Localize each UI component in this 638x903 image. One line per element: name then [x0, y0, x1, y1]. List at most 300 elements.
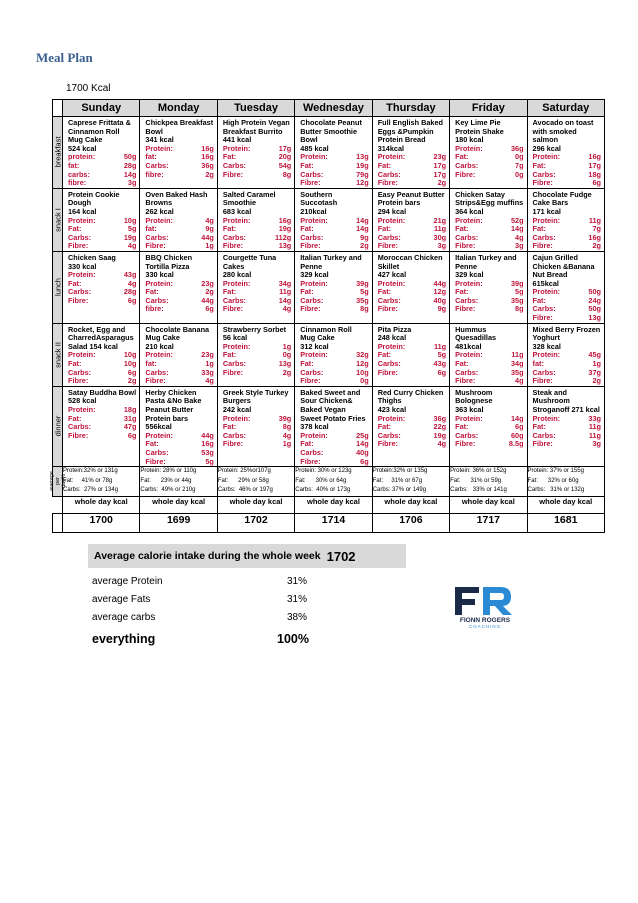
- average-calorie-box: [88, 544, 406, 568]
- macro-label: protein:: [68, 152, 96, 162]
- summary-carbs: [88, 608, 408, 626]
- macro-label: Protein:: [377, 152, 406, 162]
- macro-label: Fibre:: [68, 376, 89, 386]
- meal-cell: [140, 323, 217, 386]
- macro-label: Fat:: [377, 224, 392, 234]
- macro-label: Protein:: [300, 152, 328, 162]
- macro-value: 16g: [278, 215, 292, 225]
- macro-label: Carbs:: [455, 232, 479, 242]
- macro-value: 6g: [515, 422, 524, 432]
- average-row: [53, 467, 605, 497]
- macro-label: Fat:: [300, 439, 314, 449]
- macro-value: 2g: [592, 376, 601, 386]
- macro-line: [223, 171, 291, 180]
- meal-kcal: 180 kcal: [455, 135, 484, 145]
- macro-label: Protein:: [68, 270, 96, 280]
- meal-kcal: 683 kcal: [222, 206, 252, 216]
- macro-value: 24g: [588, 295, 601, 305]
- macro-label: Fibre:: [300, 178, 321, 188]
- macro-label: Fat:: [300, 224, 314, 234]
- meal-name: Strawberry Sorbet: [222, 324, 287, 334]
- macro-label: Fat:: [68, 359, 82, 369]
- macro-label: Fat:: [222, 224, 237, 234]
- macro-label: Fat:: [222, 422, 237, 432]
- macro-value: 23g: [433, 152, 447, 162]
- macro-value: 2g: [592, 241, 601, 251]
- meal-cell: [527, 251, 604, 323]
- macro-label: Fat:: [377, 160, 392, 170]
- average-cell: [372, 467, 449, 497]
- macro-value: 6g: [437, 367, 447, 377]
- macro-label: Fibre:: [222, 241, 244, 251]
- meal-kcal: 329 kcal: [300, 270, 329, 280]
- macro-value: 35g: [356, 295, 369, 305]
- meal-cell: [140, 386, 217, 466]
- meal-kcal: 364 kcal: [455, 206, 484, 216]
- macro-label: Fibre:: [222, 367, 244, 377]
- macro-value: 18g: [123, 405, 137, 414]
- macro-label: Carbs:: [145, 160, 169, 170]
- macro-label: Carbs:: [455, 160, 479, 170]
- meal-name: Rocket, Egg and CharredAsparagus Salad 154 kcal: [68, 324, 134, 351]
- meal-name: Salted Caramel Smoothie: [222, 189, 276, 208]
- summary-everything-label: everything: [92, 632, 156, 646]
- meal-cell: [527, 386, 604, 466]
- macro-value: 16g: [201, 439, 214, 449]
- macro-value: 23g: [201, 350, 214, 360]
- meal-name: Oven Baked Hash Browns: [145, 189, 208, 208]
- average-line: Protein: 30% or 123g: [295, 468, 352, 475]
- macro-value: 14g: [356, 224, 369, 234]
- meal-kcal: 294 kcal: [377, 206, 407, 216]
- macro-value: 10g: [123, 359, 137, 369]
- macro-label: Protein:: [68, 350, 96, 360]
- whole-day-label: whole day kcal: [527, 496, 604, 513]
- meal-name: Courgette Tuna Cakes: [222, 252, 277, 271]
- macro-value: 1g: [592, 359, 601, 369]
- meal-name: Baked Sweet and Sour Chicken& Baked Vegan Sweet Potato Fries 378 kcal: [300, 387, 366, 432]
- macro-label: Carbs:: [300, 295, 324, 305]
- meal-name: Chocolate Banana Mug Cake: [145, 324, 210, 343]
- macro-label: Fibre:: [145, 456, 166, 466]
- day-header-tuesday: Tuesday: [217, 100, 294, 117]
- macro-label: Fat:: [377, 287, 392, 297]
- macro-value: 36g: [433, 413, 447, 423]
- macro-label: fat:: [68, 160, 80, 170]
- macro-value: 32g: [356, 350, 369, 360]
- meal-name: Caprese Frittata & Cinnamon Roll Mug Cake: [68, 118, 131, 145]
- macro-label: Carbs:: [222, 160, 246, 170]
- macro-value: 5g: [437, 350, 447, 360]
- whole-day-row: [53, 496, 605, 513]
- average-cell: [295, 467, 372, 497]
- macro-value: 17g: [433, 169, 447, 179]
- macro-label: Carbs:: [455, 367, 479, 377]
- macro-value: 16g: [201, 143, 214, 153]
- meal-kcal: 556kcal: [145, 422, 172, 432]
- meal-name: Pita Pizza: [377, 324, 412, 334]
- macro-label: Fibre:: [68, 241, 89, 251]
- macro-value: 45g: [588, 350, 601, 360]
- macro-value: 8g: [515, 304, 524, 314]
- macro-value: 1g: [205, 359, 214, 369]
- macro-value: 22g: [433, 422, 447, 432]
- meal-cell: [527, 323, 604, 386]
- macro-value: 54g: [278, 160, 292, 170]
- macro-label: Fibre:: [532, 376, 553, 386]
- macro-value: 17g: [588, 160, 601, 170]
- macro-value: 6g: [127, 367, 137, 377]
- macro-label: Fibre:: [455, 376, 476, 386]
- day-header-row: [53, 100, 605, 117]
- macro-label: Carbs:: [532, 304, 556, 314]
- day-header-sunday: Sunday: [63, 100, 140, 117]
- macro-line: [300, 458, 368, 467]
- macro-label: Fibre:: [145, 376, 166, 386]
- macro-label: Fat:: [300, 287, 314, 297]
- macro-label: Fibre:: [68, 430, 89, 440]
- average-line: Protein: 28% or 110g: [140, 468, 197, 475]
- summary-fats-label: average Fats: [92, 593, 151, 605]
- macro-label: Fibre:: [300, 376, 321, 386]
- macro-value: 16g: [588, 152, 601, 162]
- average-line: Protein:32% or 135g: [372, 468, 428, 475]
- meal-cell: [295, 251, 372, 323]
- macro-value: 19g: [356, 160, 369, 170]
- macro-value: 3g: [515, 241, 524, 251]
- macro-value: 52g: [510, 215, 524, 225]
- macro-value: 16g: [201, 152, 214, 162]
- macro-value: 0g: [360, 376, 369, 386]
- whole-day-label: whole day kcal: [63, 496, 140, 513]
- macro-value: 6g: [592, 178, 601, 188]
- meal-cell: [295, 188, 372, 251]
- summary-everything-value: 100%: [277, 632, 309, 646]
- meal-row-snack-i: [53, 188, 605, 251]
- macro-value: 1g: [282, 341, 292, 351]
- macro-label: Fat:: [377, 422, 392, 432]
- average-line: Fat: 41% or 78g: [63, 477, 113, 484]
- macro-label: Protein:: [222, 215, 251, 225]
- macro-value: 17g: [278, 143, 292, 153]
- macro-label: Fibre:: [300, 304, 321, 314]
- macro-label: Protein:: [532, 215, 561, 225]
- summary-protein: [88, 572, 408, 590]
- macro-line: [68, 377, 136, 386]
- macro-label: Fat:: [532, 224, 546, 234]
- whole-day-label: whole day kcal: [217, 496, 294, 513]
- meal-name: BBQ Chicken Tortilla Pizza: [145, 252, 193, 271]
- macro-label: Protein:: [222, 341, 251, 351]
- meal-name: Southern Succotash: [300, 189, 338, 208]
- meal-cell: [372, 386, 449, 466]
- macro-label: Fibre:: [455, 439, 476, 449]
- meal-kcal: 296 kcal: [532, 143, 561, 153]
- macro-label: Fat:: [300, 359, 314, 369]
- macro-value: 8g: [282, 169, 292, 179]
- day-total-kcal: 1706: [372, 513, 449, 532]
- meal-plan-table: [48, 99, 605, 533]
- macro-value: 5g: [205, 456, 214, 466]
- macro-value: 18g: [588, 169, 601, 179]
- meal-name: Herby Chicken Pasta &No Bake Peanut Butter Protein bars: [145, 387, 202, 423]
- day-header-monday: Monday: [140, 100, 217, 117]
- meal-kcal: 615kcal: [532, 278, 559, 288]
- totals-row: [53, 513, 605, 532]
- meal-kcal: 485 kcal: [300, 143, 329, 153]
- macro-value: 14g: [123, 169, 137, 179]
- day-total-kcal: 1699: [140, 513, 217, 532]
- meal-name: Chocolate Peanut Butter Smoothie Bowl: [300, 118, 362, 145]
- meal-name: Cinnamon Roll Mug Cake: [300, 324, 352, 343]
- average-line: Fat: 23% or 44g: [140, 477, 192, 484]
- macro-label: Carbs:: [68, 232, 92, 242]
- meal-name: Chickpea Breakfast Bowl: [145, 118, 214, 136]
- macro-value: 4g: [205, 215, 214, 225]
- macro-line: [68, 179, 136, 188]
- summary-everything: [88, 626, 408, 652]
- macro-value: 10g: [356, 367, 369, 377]
- meal-cell: [140, 251, 217, 323]
- row-label-text: lunch: [53, 278, 62, 297]
- macro-value: 9g: [360, 232, 369, 242]
- whole-day-label: whole day kcal: [295, 496, 372, 513]
- macro-value: 4g: [437, 439, 447, 449]
- meal-name: Full English Baked Eggs &Pumpkin Protein Bread: [377, 118, 443, 145]
- average-line: Fat: 31% or 67g: [372, 477, 423, 484]
- macro-line: [533, 377, 601, 386]
- macro-line: [455, 305, 523, 314]
- meal-name: Steak and Mushroom Stroganoff 271 kcal: [532, 387, 600, 414]
- meal-kcal: 524 kcal: [68, 143, 97, 153]
- meal-cell: [295, 323, 372, 386]
- macro-label: Carbs:: [532, 169, 556, 179]
- macro-value: 10g: [123, 350, 137, 360]
- macro-value: 2g: [360, 241, 369, 251]
- macro-label: Carbs:: [145, 367, 169, 377]
- macro-value: 3g: [127, 178, 137, 188]
- macro-label: Carbs:: [222, 232, 246, 242]
- macro-value: 39g: [356, 278, 369, 288]
- macro-label: Carbs:: [68, 287, 92, 297]
- macro-label: Fibre:: [300, 456, 321, 466]
- meal-kcal: 528 kcal: [68, 396, 97, 406]
- macro-value: 11g: [279, 287, 292, 297]
- macro-value: 1g: [282, 439, 292, 449]
- macro-value: 17g: [433, 160, 447, 170]
- macro-line: [68, 297, 136, 306]
- row-label: [53, 188, 63, 251]
- macro-value: 35g: [510, 295, 524, 305]
- macro-value: 0g: [515, 152, 524, 162]
- macro-value: 37g: [588, 367, 601, 377]
- summary-protein-value: 31%: [287, 575, 308, 587]
- average-line: Carbs: 33% or 141g: [450, 487, 507, 494]
- macro-value: 33g: [201, 367, 214, 377]
- day-total-kcal: 1714: [295, 513, 372, 532]
- meal-cell: [450, 117, 527, 189]
- weekly-summary: [88, 544, 408, 652]
- meal-name: Cajun Grilled Chicken &Banana Nut Bread: [532, 252, 595, 280]
- macro-label: Fibre:: [455, 169, 476, 179]
- macro-value: 16g: [588, 232, 601, 242]
- macro-label: Fat:: [455, 224, 469, 234]
- macro-value: 7g: [592, 224, 601, 234]
- macro-value: 112g: [275, 232, 292, 242]
- meal-name: Key Lime Pie Protein Shake: [455, 118, 504, 136]
- macro-value: 0g: [515, 169, 524, 179]
- average-cell: [140, 467, 217, 497]
- meal-row-lunch: [53, 251, 605, 323]
- macro-line: [455, 440, 523, 449]
- meal-cell: [372, 323, 449, 386]
- macro-label: Fibre:: [532, 313, 553, 323]
- macro-label: fibre:: [68, 178, 87, 188]
- macro-value: 40g: [356, 447, 369, 457]
- average-calorie-value: 1702: [326, 548, 356, 564]
- macro-value: 6g: [127, 430, 137, 440]
- row-label-text: snack II: [53, 341, 62, 368]
- macro-value: 60g: [510, 430, 524, 440]
- meal-cell: [63, 323, 140, 386]
- macro-label: Carbs:: [222, 359, 246, 369]
- macro-label: Fat:: [532, 160, 546, 170]
- macro-value: 8.5g: [508, 439, 524, 449]
- whole-day-label: whole day kcal: [372, 496, 449, 513]
- macro-label: Protein:: [222, 278, 251, 288]
- macro-label: Carbs:: [145, 232, 169, 242]
- meal-cell: [217, 386, 294, 466]
- average-line: Carbs: 49% or 210g: [140, 487, 196, 494]
- macro-value: 5g: [515, 287, 524, 297]
- meal-cell: [63, 386, 140, 466]
- macro-label: Protein:: [377, 341, 406, 351]
- macro-value: 43g: [123, 270, 137, 280]
- macro-value: 0g: [282, 350, 292, 360]
- average-cell: [63, 467, 140, 497]
- macro-value: 12g: [356, 359, 369, 369]
- macro-label: Fat:: [222, 287, 237, 297]
- meal-cell: [527, 188, 604, 251]
- macro-value: 1g: [205, 241, 214, 251]
- macro-label: Protein:: [222, 143, 251, 153]
- meal-kcal: 280 kcal: [222, 270, 252, 280]
- whole-day-spacer: [53, 496, 63, 513]
- macro-label: Protein:: [145, 350, 173, 360]
- macro-line: [378, 305, 446, 314]
- macro-line: [223, 305, 291, 314]
- meal-name: Satay Buddha Bowl: [68, 387, 137, 397]
- macro-value: 6g: [360, 456, 369, 466]
- meal-cell: [295, 117, 372, 189]
- meal-kcal: 481kcal: [455, 341, 482, 351]
- macro-value: 40g: [433, 295, 447, 305]
- macro-value: 30g: [433, 232, 447, 242]
- average-line: Carbs: 31% or 132g: [527, 487, 585, 494]
- macro-label: Fat:: [532, 295, 546, 305]
- macro-value: 35g: [510, 367, 524, 377]
- macro-value: 44g: [201, 430, 214, 440]
- macro-label: Fat:: [455, 152, 469, 162]
- macro-value: 10g: [123, 215, 137, 225]
- meal-kcal: 423 kcal: [377, 405, 407, 414]
- macro-value: 11g: [588, 422, 601, 432]
- average-line: Protein: 36% or 152g: [450, 468, 507, 475]
- macro-value: 12g: [356, 178, 369, 188]
- meal-row-snack-ii: [53, 323, 605, 386]
- macro-value: 6g: [127, 295, 137, 305]
- macro-value: 33g: [588, 413, 601, 423]
- macro-label: Fat:: [377, 350, 392, 360]
- meal-name: High Protein Vegan Breakfast Burrito 441 kcal: [222, 118, 290, 145]
- macro-value: 12g: [433, 287, 447, 297]
- macro-value: 6g: [205, 304, 214, 314]
- macro-label: Protein:: [532, 413, 561, 423]
- macro-label: Carbs:: [300, 367, 324, 377]
- day-header-saturday: Saturday: [527, 100, 604, 117]
- meal-cell: [140, 188, 217, 251]
- day-header-wednesday: Wednesday: [295, 100, 372, 117]
- macro-label: Fat:: [222, 152, 237, 162]
- macro-value: 44g: [433, 278, 447, 288]
- macro-label: Fibre:: [222, 304, 244, 314]
- meal-name: Red Curry Chicken Thighs: [377, 387, 444, 406]
- macro-label: Carbs:: [532, 232, 556, 242]
- meal-name: Easy Peanut Butter Protein bars: [377, 189, 445, 208]
- macro-value: 44g: [201, 232, 214, 242]
- average-cell: [527, 467, 604, 497]
- average-calorie-label: Average calorie intake during the whole week: [94, 550, 321, 562]
- macro-label: Fibre:: [532, 241, 553, 251]
- macro-value: 50g: [588, 304, 601, 314]
- macro-line: [300, 242, 368, 251]
- meal-cell: [372, 117, 449, 189]
- row-label: [53, 251, 63, 323]
- macro-value: 19g: [278, 224, 292, 234]
- page-title: Meal Plan: [36, 50, 93, 65]
- macro-label: Fibre:: [222, 439, 244, 449]
- meal-kcal: 56 kcal: [222, 333, 248, 343]
- average-line: Fat: 30% or 64g: [295, 477, 347, 484]
- macro-label: Carbs:: [455, 295, 479, 305]
- macro-label: Carbs:: [377, 295, 401, 305]
- meal-row-breakfast: [53, 117, 605, 189]
- meal-kcal: 164 kcal: [68, 206, 97, 216]
- macro-label: Fibre:: [532, 439, 553, 449]
- macro-value: 2g: [205, 287, 214, 297]
- macro-value: 20g: [278, 152, 292, 162]
- macro-label: Carbs:: [68, 422, 92, 432]
- macro-label: Protein:: [377, 278, 406, 288]
- macro-value: 11g: [511, 350, 524, 360]
- macro-value: 14g: [356, 439, 369, 449]
- totals-spacer: [53, 513, 63, 532]
- meal-cell: [217, 323, 294, 386]
- day-total-kcal: 1717: [450, 513, 527, 532]
- macro-label: Carbs:: [377, 430, 401, 440]
- macro-label: Protein:: [300, 430, 328, 440]
- macro-value: 34g: [510, 359, 524, 369]
- macro-label: Protein:: [145, 215, 173, 225]
- meal-name: Avocado on toast with smoked salmon: [532, 118, 594, 145]
- average-label-text: average per day%: [48, 471, 67, 492]
- macro-label: Protein:: [455, 413, 483, 423]
- meal-kcal: 312 kcal: [300, 341, 329, 351]
- macro-label: Carbs:: [300, 232, 324, 242]
- macro-value: 19g: [123, 232, 137, 242]
- meal-name: Moroccan Chicken Skillet: [377, 252, 443, 271]
- macro-value: 8g: [360, 304, 369, 314]
